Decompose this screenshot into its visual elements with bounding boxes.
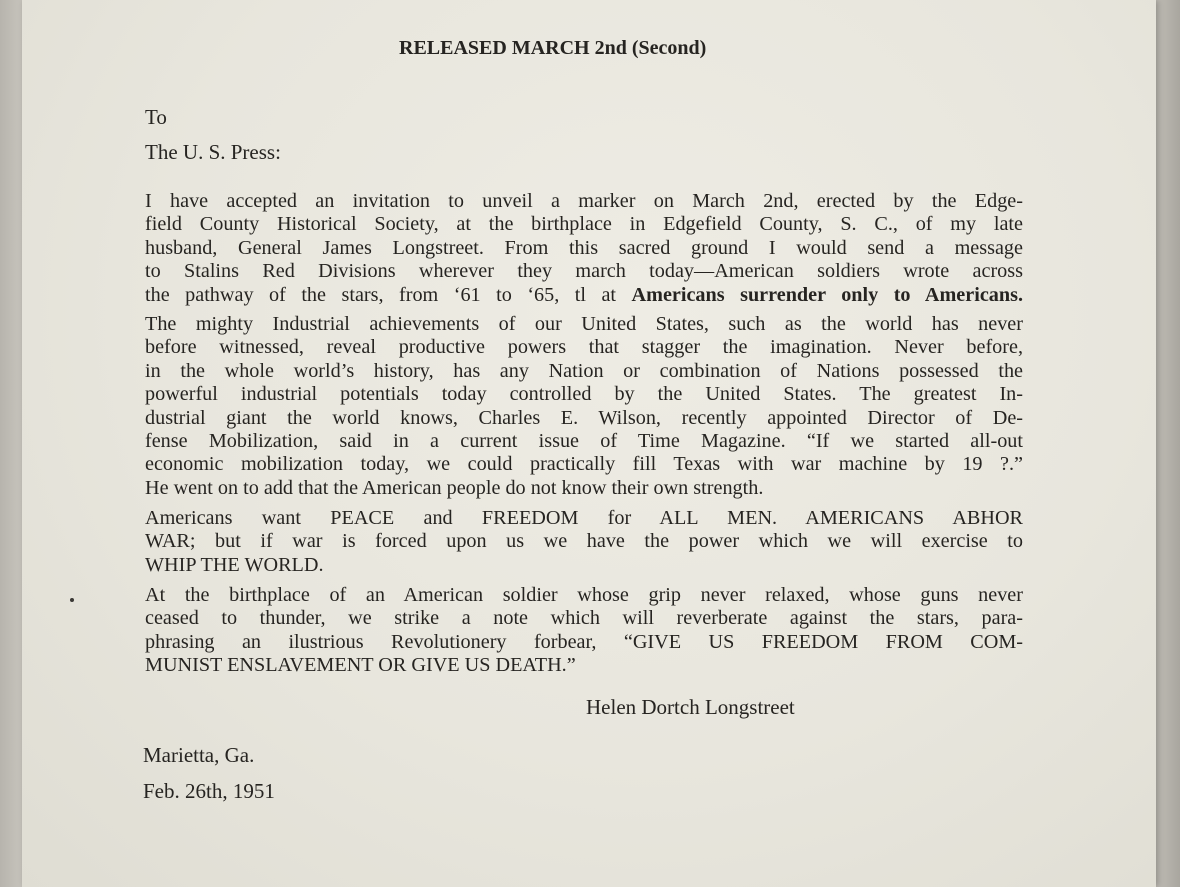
paragraph-line: husband, General James Longstreet. From this sacred ground I would send a message [145, 236, 1023, 259]
paragraph-line: I have accepted an invitation to unveil a marker on March 2nd, erected by the Edge- [145, 190, 1023, 212]
emphasis-text: Americans surrender only to Americans. [631, 283, 1023, 306]
paragraph-line: to Stalins Red Divisions wherever they march today—American soldiers wrote across [145, 260, 1023, 283]
salutation-to: To [145, 105, 167, 129]
paragraph-line: WAR; but if war is forced upon us we have the power which we will exercise to [145, 530, 1023, 553]
date-line: Feb. 26th, 1951 [143, 779, 275, 803]
paragraph-line [145, 284, 1023, 307]
paragraph-birthplace [145, 584, 1023, 678]
paragraph-marker-unveiling [145, 190, 1023, 307]
paragraph-line: fense Mobilization, said in a current issue of Time Magazine. “If we started all-out [145, 430, 1023, 453]
paragraph-line: Americans want PEACE and FREEDOM for ALL MEN. AMERICANS ABHOR [145, 507, 1023, 529]
paragraph-line: field County Historical Society, at the birthplace in Edgefield County, S. C., of my late [145, 213, 1023, 236]
signature: Helen Dortch Longstreet [586, 695, 795, 719]
paragraph-line: economic mobilization today, we could practically fill Texas with war machine by 19 ?.” [145, 453, 1023, 476]
paragraph-line: in the whole world’s history, has any Nation or combination of Nations possessed the [145, 359, 1023, 382]
paragraph-industrial-power [145, 313, 1023, 500]
release-header: RELEASED MARCH 2nd (Second) [399, 37, 707, 59]
paragraph-line: MUNIST ENSLAVEMENT OR GIVE US DEATH.” [145, 654, 576, 677]
salutation-recipient: The U. S. Press: [145, 140, 281, 164]
paragraph-line: He went on to add that the American people do not know their own strength. [145, 476, 764, 499]
paragraph-line: The mighty Industrial achievements of our United States, such as the world has never [145, 313, 1023, 335]
paragraph-line: ceased to thunder, we strike a note which will reverberate against the stars, para- [145, 607, 1023, 630]
paragraph-peace-freedom [145, 507, 1023, 577]
paragraph-line: phrasing an ilustrious Revolutionery forbear, “GIVE US FREEDOM FROM COM- [145, 630, 1023, 653]
place-line: Marietta, Ga. [143, 743, 255, 767]
paragraph-line: WHIP THE WORLD. [145, 553, 324, 576]
paragraph-line: powerful industrial potentials today controlled by the United States. The greatest In- [145, 383, 1023, 406]
paragraph-line-start: the pathway of the stars, from ‘61 to ‘65, tl at [145, 283, 617, 306]
paragraph-line: dustrial giant the world knows, Charles E. Wilson, recently appointed Director of De- [145, 406, 1023, 429]
ink-speck [70, 598, 74, 602]
paragraph-line: At the birthplace of an American soldier whose grip never relaxed, whose guns never [145, 584, 1023, 606]
paragraph-line: before witnessed, reveal productive powers that stagger the imagination. Never before, [145, 336, 1023, 359]
